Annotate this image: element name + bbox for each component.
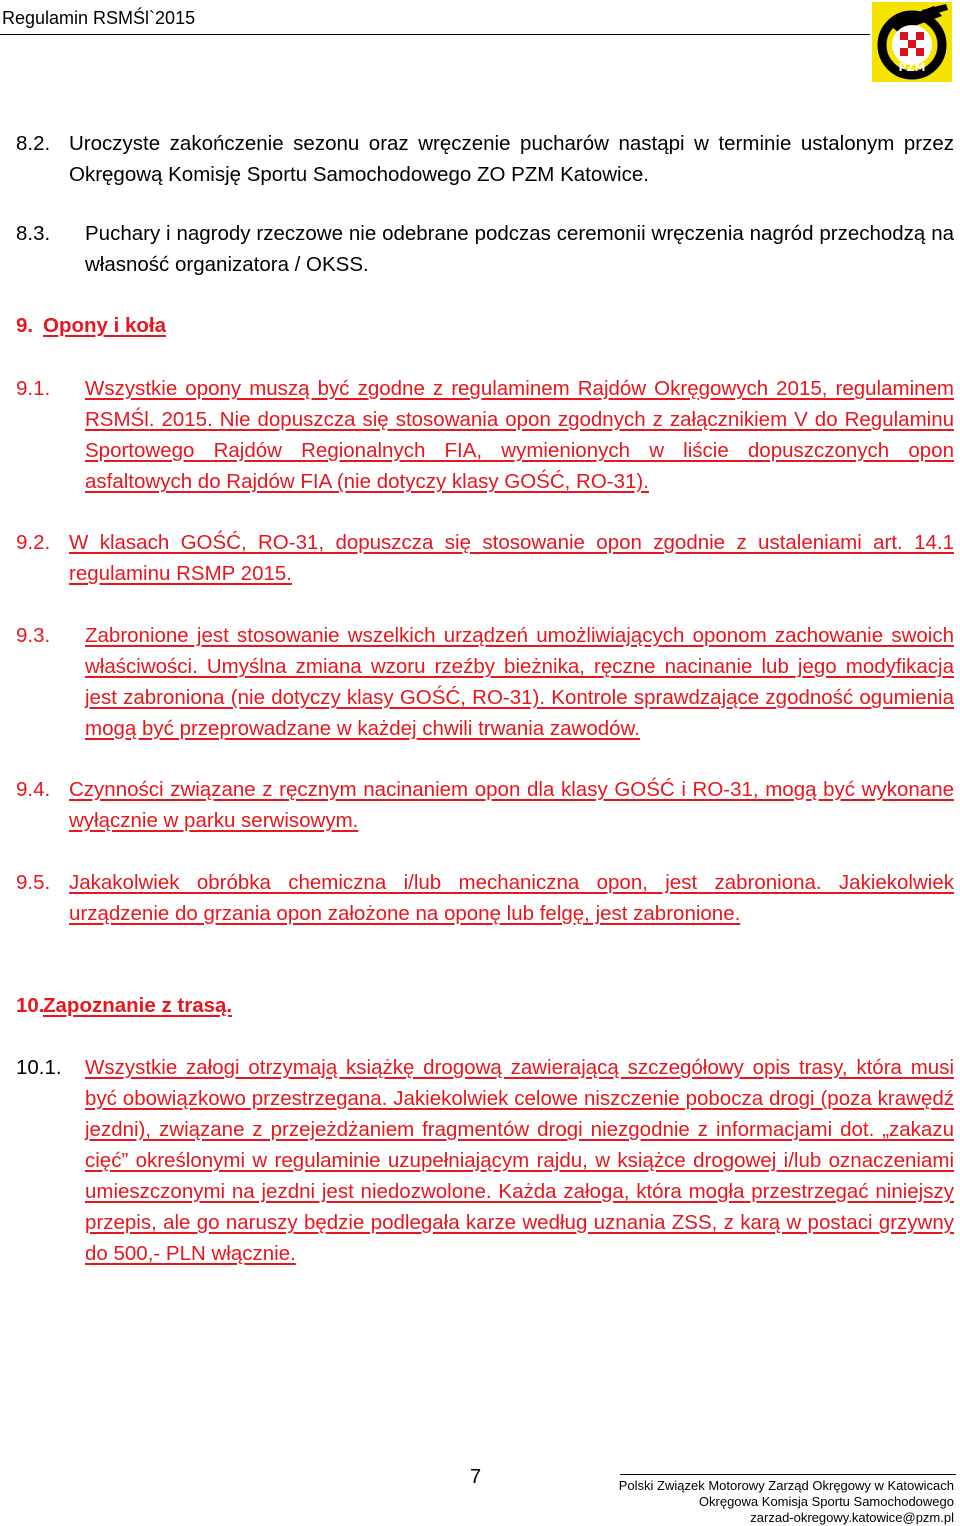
paragraph-number: 9.1.	[16, 377, 51, 400]
page-number: 7	[470, 1466, 482, 1488]
paragraph-text: Wszystkie opony muszą być zgodne z regulaminem Rajdów Okręgowych 2015, regulaminem RSMŚl. 2015. Nie dopuszcza się stosowania opon zgodnych z załącznikiem V do Regulaminu Sportowego Rajdów Regionalnych FIA, wymienionych w liście dopuszczonych opon asfaltowych do Rajdów FIA (nie dotyczy klasy GOŚĆ, RO-31).	[85, 377, 954, 493]
paragraph-8-2	[16, 128, 954, 190]
paragraph-9-1	[16, 373, 954, 497]
paragraph-text: W klasach GOŚĆ, RO-31, dopuszcza się stosowanie opon zgodnie z ustaleniami art. 14.1 regulaminu RSMP 2015.	[69, 531, 954, 585]
paragraph-number: 8.2.	[16, 132, 51, 155]
paragraph-8-3	[16, 218, 954, 280]
paragraph-text: Puchary i nagrody rzeczowe nie odebrane podczas ceremonii wręczenia nagród przechodzą na własność organizatora / OKSS.	[85, 222, 954, 276]
paragraph-10-1	[16, 1052, 954, 1269]
paragraph-9-2	[16, 527, 954, 589]
heading-text: Zapoznanie z trasą.	[43, 994, 233, 1017]
paragraph-text: Uroczyste zakończenie sezonu oraz wręczenie pucharów nastąpi w terminie ustalonym przez Okręgową Komisję Sportu Samochodowego ZO PZM Katowice.	[69, 132, 954, 186]
paragraph-number: 9.5.	[16, 871, 51, 894]
paragraph-text: Wszystkie załogi otrzymają książkę drogową zawierającą szczegółowy opis trasy, która musi być obowiązkowo przestrzegana. Jakiekolwiek celowe niszczenie pobocza drogi (poza krawędź jezdni), związane z przejeżdżaniem fragmentów drogi niezgodnie z informacjami dot. „zakazu cięć” określonymi w regulaminie uzupełniającym rajdu, w książce drogowej i/lub oznaczeniami umieszczonymi na jezdni jest niedozwolone. Każda załoga, która mogła przestrzegać niniejszy przepis, ale go naruszy będzie podlegała karze według uznania ZSS, z karą w postaci grzywny do 500,- PLN włącznie.	[85, 1056, 954, 1265]
paragraph-text: Jakakolwiek obróbka chemiczna i/lub mechaniczna opon, jest zabroniona. Jakiekolwiek urządzenie do grzania opon założone na oponę lub felgę, jest zabronione.	[69, 871, 954, 925]
heading-text: Opony i koła	[43, 314, 167, 337]
section-heading-9	[16, 310, 954, 341]
paragraph-number: 9.4.	[16, 778, 51, 801]
footer-divider	[620, 1474, 956, 1475]
pzm-logo	[872, 2, 952, 82]
paragraph-text: Czynności związane z ręcznym nacinaniem opon dla klasy GOŚĆ i RO-31, mogą być wykonane wyłącznie w parku serwisowym.	[69, 778, 954, 832]
heading-number: 9.	[16, 314, 34, 337]
section-heading-10	[16, 990, 954, 1021]
paragraph-number: 9.3.	[16, 624, 51, 647]
header-divider	[0, 34, 870, 35]
heading-number: 10.	[16, 994, 45, 1017]
paragraph-number: 9.2.	[16, 531, 51, 554]
svg-text:PZM: PZM	[898, 61, 926, 74]
paragraph-9-4	[16, 774, 954, 836]
paragraph-9-3	[16, 620, 954, 744]
footer-organization: Polski Związek Motorowy Zarząd Okręgowy w Katowicach	[618, 1478, 954, 1493]
paragraph-number: 10.1.	[16, 1056, 62, 1079]
paragraph-text: Zabronione jest stosowanie wszelkich urządzeń umożliwiających oponom zachowanie swoich właściwości. Umyślna zmiana wzoru rzeźby bieżnika, ręczne nacinanie lub jego modyfikacja jest zabroniona (nie dotyczy klasy GOŚĆ, RO-31). Kontrole sprawdzające zgodność ogumienia mogą być przeprowadzane w każdej chwili trwania zawodów.	[85, 624, 954, 740]
page-footer	[619, 1478, 954, 1526]
paragraph-number: 8.3.	[16, 222, 51, 245]
paragraph-9-5	[16, 867, 954, 929]
footer-committee: Okręgowa Komisja Sportu Samochodowego	[698, 1494, 954, 1509]
document-title: Regulamin RSMŚl`2015	[2, 8, 196, 28]
page-header	[0, 0, 960, 96]
document-body	[16, 128, 954, 1269]
footer-email: zarzad-okregowy.katowice@pzm.pl	[750, 1510, 954, 1525]
